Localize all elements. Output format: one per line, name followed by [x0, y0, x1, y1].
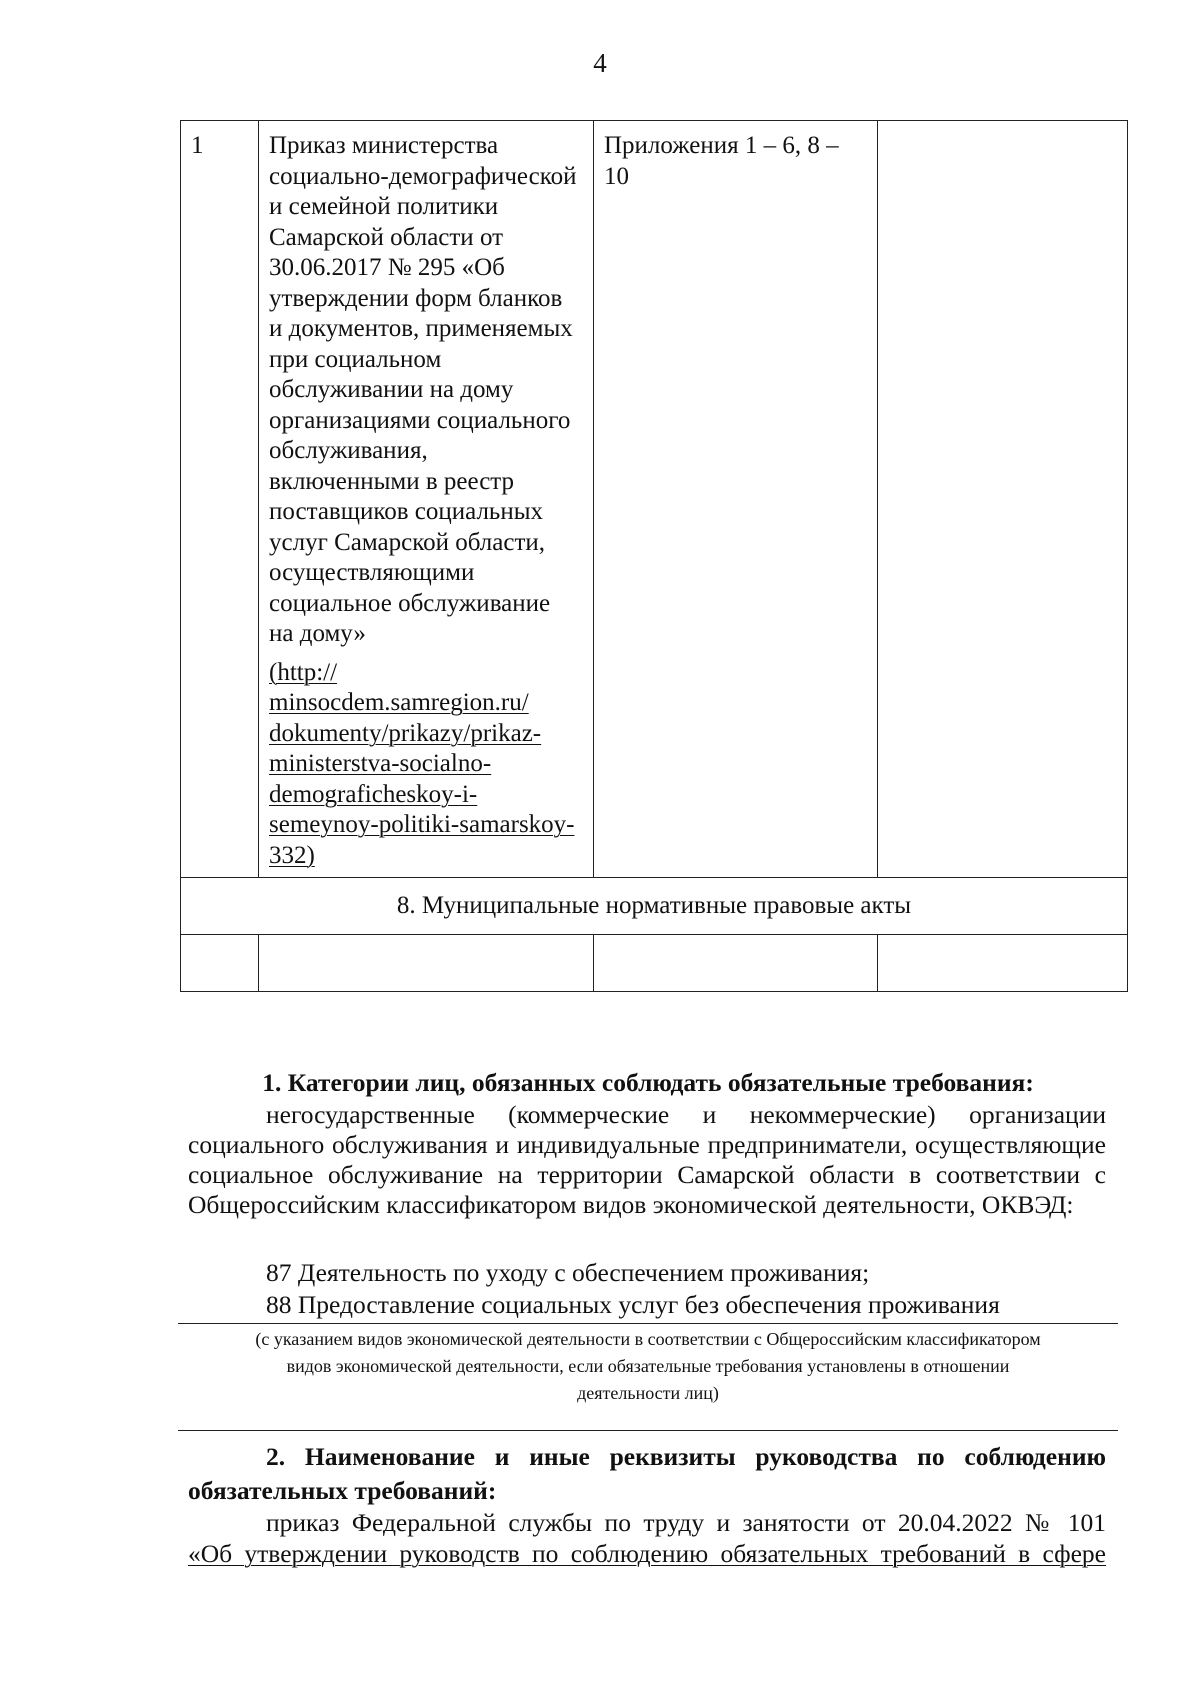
act-link-line[interactable]: minsocdem.samregion.ru/	[269, 689, 529, 716]
divider-line	[178, 1323, 1118, 1324]
okved-item-87: 87 Деятельность по уходу с обеспечением проживания;	[266, 1258, 870, 1287]
section2-paragraph-line1: приказ Федеральной службы по труду и занятости от 20.04.2022 № 101	[266, 1508, 1106, 1537]
table-row-empty	[181, 935, 1128, 992]
act-title-line: 30.06.2017 № 295 «Об	[269, 254, 505, 281]
empty-cell	[259, 935, 594, 992]
refs-line: 10	[604, 162, 629, 190]
page-number: 4	[593, 48, 607, 78]
section-title-municipal-acts: 8. Муниципальные нормативные правовые акты	[181, 878, 1128, 935]
act-title-line: на дому»	[269, 620, 366, 647]
empty-cell	[878, 935, 1128, 992]
footnote-line: видов экономической деятельности, если обязательные требования установлены в отношении	[286, 1356, 1010, 1376]
okved-item-88: 88 Предоставление социальных услуг без обеспечения проживания	[266, 1290, 1000, 1319]
act-link-line[interactable]: semeynoy-politiki-samarskoy-	[269, 811, 575, 838]
act-title-line: социальное обслуживание	[269, 589, 551, 617]
act-structural-units-cell	[594, 121, 878, 878]
act-title-cell	[259, 121, 594, 878]
refs-line: Приложения 1 – 6, 8 –	[604, 132, 839, 159]
legal-acts-table	[180, 120, 1128, 992]
act-extra-cell	[878, 121, 1128, 878]
act-title-line: Самарской области от	[269, 223, 504, 251]
divider-line	[178, 1430, 1118, 1431]
act-link[interactable]	[269, 658, 587, 872]
section1-heading: 1. Категории лиц, обязанных соблюдать обязательные требования:	[262, 1068, 1034, 1097]
act-title-line: обслуживании на дому	[269, 376, 514, 403]
act-title-line: организациями социального	[269, 406, 571, 434]
act-title-line: и семейной политики	[269, 193, 499, 220]
section2-paragraph-line2: «Об утверждении руководств по соблюдению обязательных требований в сфере	[188, 1539, 1106, 1568]
section2-heading: 2. Наименование и иные реквизиты руководства по соблюдению обязательных требований:	[188, 1442, 1106, 1505]
act-link-line[interactable]: demograficheskoy-i-	[269, 780, 478, 808]
act-title	[269, 131, 587, 650]
okved-footnote	[178, 1326, 1118, 1407]
empty-cell	[181, 935, 259, 992]
act-title-line: услуг Самарской области,	[269, 528, 546, 556]
section1-paragraph: негосударственные (коммерческие и некоммерческие) организации социального обслуживания и индивидуальные предприниматели, осуществляющие социальное обслуживание на территории Самарской области в соответствии с Общероссийским классификатором видов экономической деятельности, ОКВЭД:	[188, 1100, 1106, 1219]
act-link-line[interactable]: ministerstva-socialno-	[269, 750, 492, 777]
footnote-line: (с указанием видов экономической деятельности в соответствии с Общероссийским классификатором	[255, 1329, 1041, 1349]
footnote-line: деятельности лиц)	[577, 1383, 719, 1403]
act-title-line: включенными в реестр	[269, 467, 515, 495]
act-title-line: утверждении форм бланков	[269, 284, 563, 312]
empty-cell	[594, 935, 878, 992]
row-number-cell: 1	[181, 121, 259, 878]
act-link-line[interactable]: 332)	[269, 841, 315, 869]
act-title-line: и документов, применяемых	[269, 315, 573, 342]
act-link-line[interactable]: (http://	[269, 658, 338, 686]
act-title-line: социально-демографической	[269, 162, 577, 190]
act-title-line: Приказ министерства	[269, 132, 499, 159]
act-title-line: поставщиков социальных	[269, 498, 544, 525]
table-section-row	[181, 878, 1128, 935]
act-title-line: осуществляющими	[269, 559, 475, 586]
act-title-line: обслуживания,	[269, 437, 428, 464]
act-link-line[interactable]: dokumenty/prikazy/prikaz-	[269, 719, 542, 747]
table-row	[181, 121, 1128, 878]
act-title-line: при социальном	[269, 345, 442, 373]
